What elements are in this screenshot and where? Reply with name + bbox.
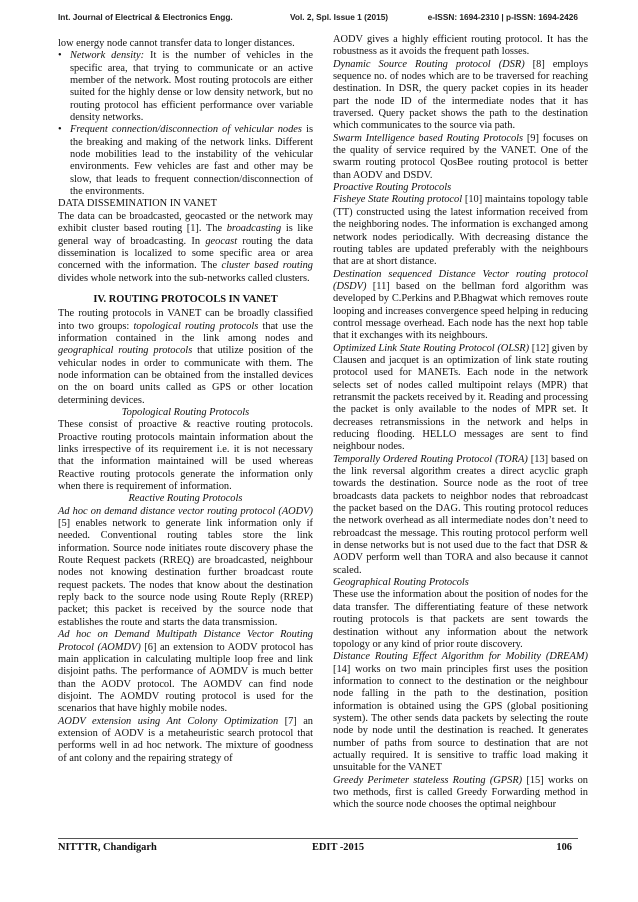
institute-name: NITTTR, Chandigarh bbox=[58, 842, 157, 853]
paragraph-gpsr: Greedy Perimeter stateless Routing (GPSR) [15] works on two methods, first is called Greedy Forwarding method in which the source node chooses the optimal neighbour bbox=[333, 774, 588, 811]
running-footer bbox=[58, 842, 578, 856]
paragraph-aomdv: Ad hoc on Demand Multipath Distance Vector Routing Protocol (AOMDV) [6] an extension to AODV protocol has main application in calculating multiple loop free and link disjoint paths. The performance of AOMDV is much better than the AODV protocol. The AOMDV can find node disjoint. The AOMDV routing protocol is used for the scenarios that have highly mobile nodes. bbox=[58, 629, 313, 715]
section-heading-data-dissemination: DATA DISSEMINATION IN VANET bbox=[58, 198, 217, 210]
paragraph-tora: Temporally Ordered Routing Protocol (TORA) [13] based on the link reversal algorithm creates a direct acyclic graph towards the destination. Source node as the root of tree broadcasts data packets to neighbor nodes that rebroadcast the packet based on the DAG. This routing protocol reduces the network overhead as all intermediate nodes don’t need to rebroadcast the message. This routing protocol perform well in dense networks but is not used due to the fact that DSR & AODV perform well than TORA and also because it cannot scaled. bbox=[333, 453, 588, 576]
paragraph-aodv-aco: AODV extension using Ant Colony Optimization [7] an extension of AODV is a metaheuristic search protocol that performs well in ad hoc network. The mixture of goodness of ant colony and the repairing strategy of bbox=[58, 715, 313, 764]
running-header bbox=[58, 12, 578, 26]
subheading-topological: Topological Routing Protocols bbox=[121, 406, 250, 418]
journal-name: Int. Journal of Electrical & Electronics Engg. bbox=[58, 12, 233, 22]
paragraph-dsdv: Destination sequenced Distance Vector routing protocol (DSDV) [11] based on the bellman ford algorithm was developed by C.Perkins and P.Bhagwat which removes route looping and increases convergence speed helping in reducing control message overhead. Each node has the next hop table that it exchanges with its neighbours. bbox=[333, 268, 588, 342]
paragraph-routing-protocols: The routing protocols in VANET can be broadly classified into two groups: topological routing protocols that use the information contained in the link among nodes and geographical routing protocols that utilize position of the vehicular nodes in order to communicate with them. The node information can be obtained from the installed devices on the on board units called as GPS or other location determining devices. bbox=[58, 308, 314, 406]
section-heading-routing-protocols: IV. ROUTING PROTOCOLS IN VANET bbox=[93, 293, 278, 305]
subheading-reactive: Reactive Routing Protocols bbox=[128, 493, 243, 505]
volume-info: Vol. 2, Spl. Issue 1 (2015) bbox=[290, 12, 389, 22]
paragraph-data-dissemination: The data can be broadcasted, geocasted or the network may exhibit cluster based routing [1]. The broadcasting is like general way of broadcasting. In geocast routing the data dissemination is localized to some specific area or area concerned with the information. The cluster based routing divides whole network into the sub-networks called clusters. bbox=[58, 210, 314, 284]
page-number: 106 bbox=[556, 842, 572, 853]
bullet-network-density: • Network density: It is the number of vehicles in the specific area, that trying to communicate or an active member of the network. Most routing protocols are either suited for the highly dense or low density network, but no routing protocol has efficient performance over variable density networks. bbox=[58, 50, 313, 124]
bullet-frequent-connection: • Frequent connection/disconnection of vehicular nodes is the breaking and making of the network links. Different node mobilities lead to the instability of the vehicular environments. Few vehicles are fast and other may be slow, that leads to frequent connection/disconnection of the environments. bbox=[58, 124, 313, 198]
left-column bbox=[58, 38, 313, 765]
subheading-geographical: Geographical Routing Protocols bbox=[333, 577, 469, 589]
paragraph: AODV gives a highly efficient routing protocol. It has the robustness as it avoids the frequent path losses. bbox=[333, 34, 588, 58]
edition-label: EDIT -2015 bbox=[312, 842, 365, 853]
footer-divider bbox=[58, 838, 578, 839]
paragraph-aodv: Ad hoc on demand distance vector routing protocol (AODV) [5] enables network to generate link information only if needed. Conventional routing tables store the link information. Source node initiates route discovery phase the Route Request packets (RREQ) are broadcasted, neighbour nodes not knowing destination further broadcast route request packets. The nodes that know about the destination reply back to the source node using Route Reply (RREP) packet; this packet is received by the source node that establishes the route and starts the data transmission. bbox=[58, 505, 313, 628]
right-column bbox=[333, 34, 588, 812]
issn-info: e-ISSN: 1694-2310 | p-ISSN: 1694-2426 bbox=[427, 12, 578, 22]
paragraph-dream: Distance Routing Effect Algorithm for Mobility (DREAM) [14] works on two main principles first uses the position information to connect to the destination or the neighbour node falling in the path to the destination, position information is obtained using the GPS (global positioning system). The other sends data packets by selecting the route node by node until the destination is reached. It generates number of paths from source to destination that are not actually required. It is sensitive to traffic load making it unsuitable for the VANET bbox=[333, 651, 588, 774]
paragraph-swarm: Swarm Intelligence based Routing Protocols [9] focuses on the quality of service required by the VANET. One of the swarm routing protocol QosBee routing protocol is better than AODV and DSDV. bbox=[333, 132, 588, 181]
paragraph-geographical: These use the information about the position of nodes for the data transfer. The differentiating feature of these network routing protocols is that packets are sent towards the destination without any information about the network topology or any kind of prior route discovery. bbox=[333, 589, 588, 650]
paragraph: low energy node cannot transfer data to longer distances. bbox=[58, 38, 295, 49]
term: Network density: bbox=[70, 50, 145, 62]
paragraph-olsr: Optimized Link State Routing Protocol (OLSR) [12] given by Clausen and jacquet is an optimization of link state routing protocol used for MANETs. Each node in the network selects set of nodes called multipoint relays (MPR) that retransmit the packets received by it. Reading and processing the packet is only available to the nodes of MPR set. It decreases retransmissions in the network and helps in reducing flooding. HELLO messages are sent to find neighbour nodes. bbox=[333, 342, 588, 453]
paragraph-topological: These consist of proactive & reactive routing protocols. Proactive routing protocols maintain information about the links irrespective of its requirement i.e. it is not necessary that the information maintained will be used whereas Reactive routing protocols generate the information only when there is requirement of information. bbox=[58, 419, 313, 493]
term: Frequent connection/disconnection of vehicular nodes bbox=[70, 124, 302, 136]
paragraph-fsr: Fisheye State Routing protocol [10] maintains topology table (TT) constructed using the latest information received from the neighboring nodes. The information is exchanged among network nodes periodically. With decreasing distance the routing tables are updated preferably with the neighbours that are at short distance. bbox=[333, 194, 588, 268]
paragraph-dsr: Dynamic Source Routing protocol (DSR) [8] employs sequence no. of nodes which are to be traversed for reaching destination. In DSR, the query packet copies in its header part the node ID of the intermediate nodes that it has traversed. Query packet shows the path to the destination which communicates to the source via path. bbox=[333, 58, 588, 132]
subheading-proactive: Proactive Routing Protocols bbox=[333, 182, 452, 194]
